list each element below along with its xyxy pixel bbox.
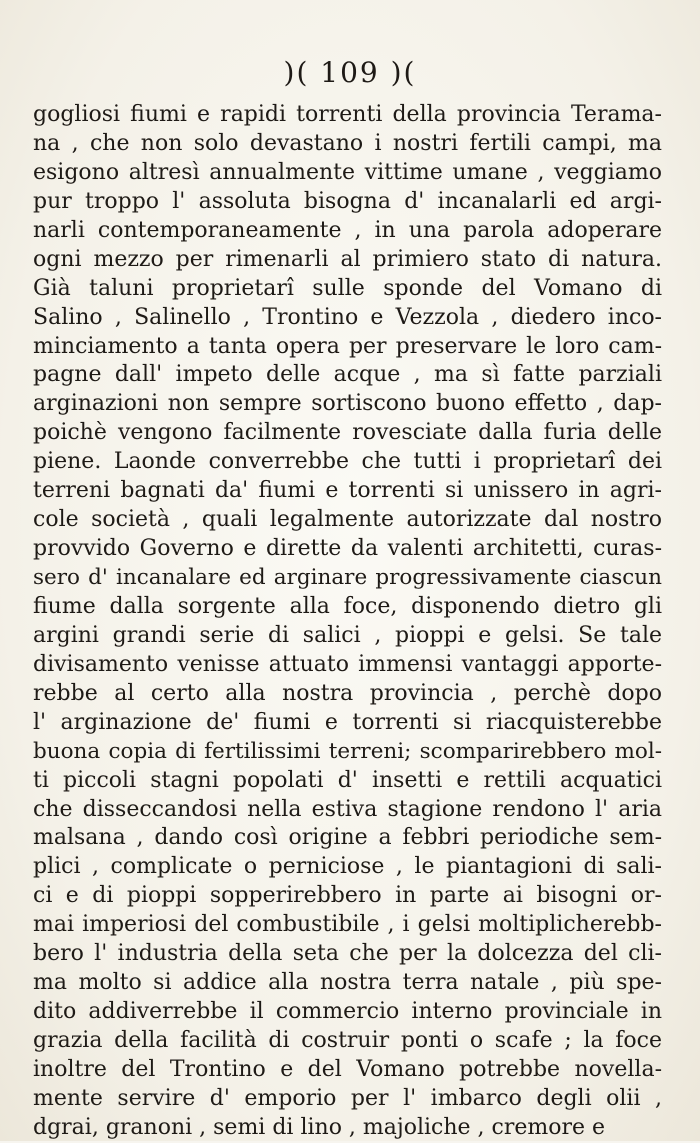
text-line: mai imperiosi del combustibile , i gelsi moltiplicherebb- — [33, 912, 662, 938]
text-line: na , che non solo devastano i nostri fertili campi, ma — [33, 130, 662, 156]
text-line: malsana , dando così origine a febbri periodiche sem- — [33, 825, 662, 851]
text-line: Salino , Salinello , Trontino e Vezzola , diedero inco- — [33, 304, 662, 330]
text-line: pur troppo l' assoluta bisogna d' incanalarli ed argi- — [33, 188, 662, 214]
text-line: fiume dalla sorgente alla foce, disponendo dietro gli — [33, 593, 662, 619]
text-line: esigono altresì annualmente vittime umane , veggiamo — [33, 159, 662, 185]
text-line: cole società , quali legalmente autorizzate dal nostro — [33, 507, 662, 533]
text-line: narli contemporaneamente , in una parola adoperare — [33, 217, 662, 243]
text-line: piene. Laonde converrebbe che tutti i proprietarî dei — [33, 449, 662, 475]
text-line: divisamento venisse attuato immensi vantaggi apporte- — [33, 651, 662, 677]
text-line: ogni mezzo per rimenarli al primiero stato di natura. — [33, 246, 662, 272]
text-line: plici , complicate o perniciose , le piantagioni di sali- — [33, 854, 662, 880]
text-line: inoltre del Trontino e del Vomano potrebbe novella- — [33, 1056, 662, 1082]
text-line: arginazioni non sempre sortiscono buono effetto , dap- — [33, 391, 662, 417]
text-line: terreni bagnati da' fiumi e torrenti si unissero in agri- — [33, 478, 662, 504]
text-line: Già taluni proprietarî sulle sponde del Vomano di — [33, 275, 662, 301]
text-line: ti piccoli stagni popolati d' insetti e rettili acquatici — [33, 767, 662, 793]
text-line: che disseccandosi nella estiva stagione rendono l' aria — [33, 796, 662, 822]
text-line: sero d' incanalare ed arginare progressivamente ciascun — [33, 565, 662, 590]
text-line: rebbe al certo alla nostra provincia , perchè dopo — [33, 680, 662, 706]
text-line: dgrai, granoni , semi di lino , majoliche , cremore e — [33, 1114, 606, 1140]
text-line: pagne dall' impeto delle acque , ma sì fatte parziali — [33, 362, 662, 388]
text-line: buona copia di fertilissimi terreni; scomparirebbero mol- — [33, 738, 662, 764]
text-line: bero l' industria della seta che per la dolcezza del cli- — [33, 941, 662, 967]
page-number-header: )( 109 )( — [283, 56, 417, 89]
text-line: grazia della facilità di costruir ponti o scafe ; la foce — [33, 1028, 662, 1053]
text-line: dito addiverrebbe il commercio interno provinciale in — [33, 999, 662, 1025]
text-line: minciamento a tanta opera per preservare le loro cam- — [33, 333, 662, 359]
text-line: l' arginazione de' fiumi e torrenti si riacquisterebbe — [33, 709, 662, 735]
text-line: ci e di pioppi sopperirebbero in parte ai bisogni or- — [33, 883, 662, 909]
text-line: argini grandi serie di salici , pioppi e gelsi. Se tale — [33, 622, 662, 648]
text-line: poichè vengono facilmente rovesciate dalla furia delle — [33, 420, 662, 446]
body-text — [33, 101, 662, 1143]
text-line: mente servire d' emporio per l' imbarco degli olii , — [33, 1085, 662, 1111]
text-line: provvido Governo e dirette da valenti architetti, curas- — [33, 536, 662, 562]
text-line: gogliosi fiumi e rapidi torrenti della provincia Terama- — [33, 102, 662, 127]
text-line: ma molto si addice alla nostra terra natale , più spe- — [33, 970, 662, 996]
